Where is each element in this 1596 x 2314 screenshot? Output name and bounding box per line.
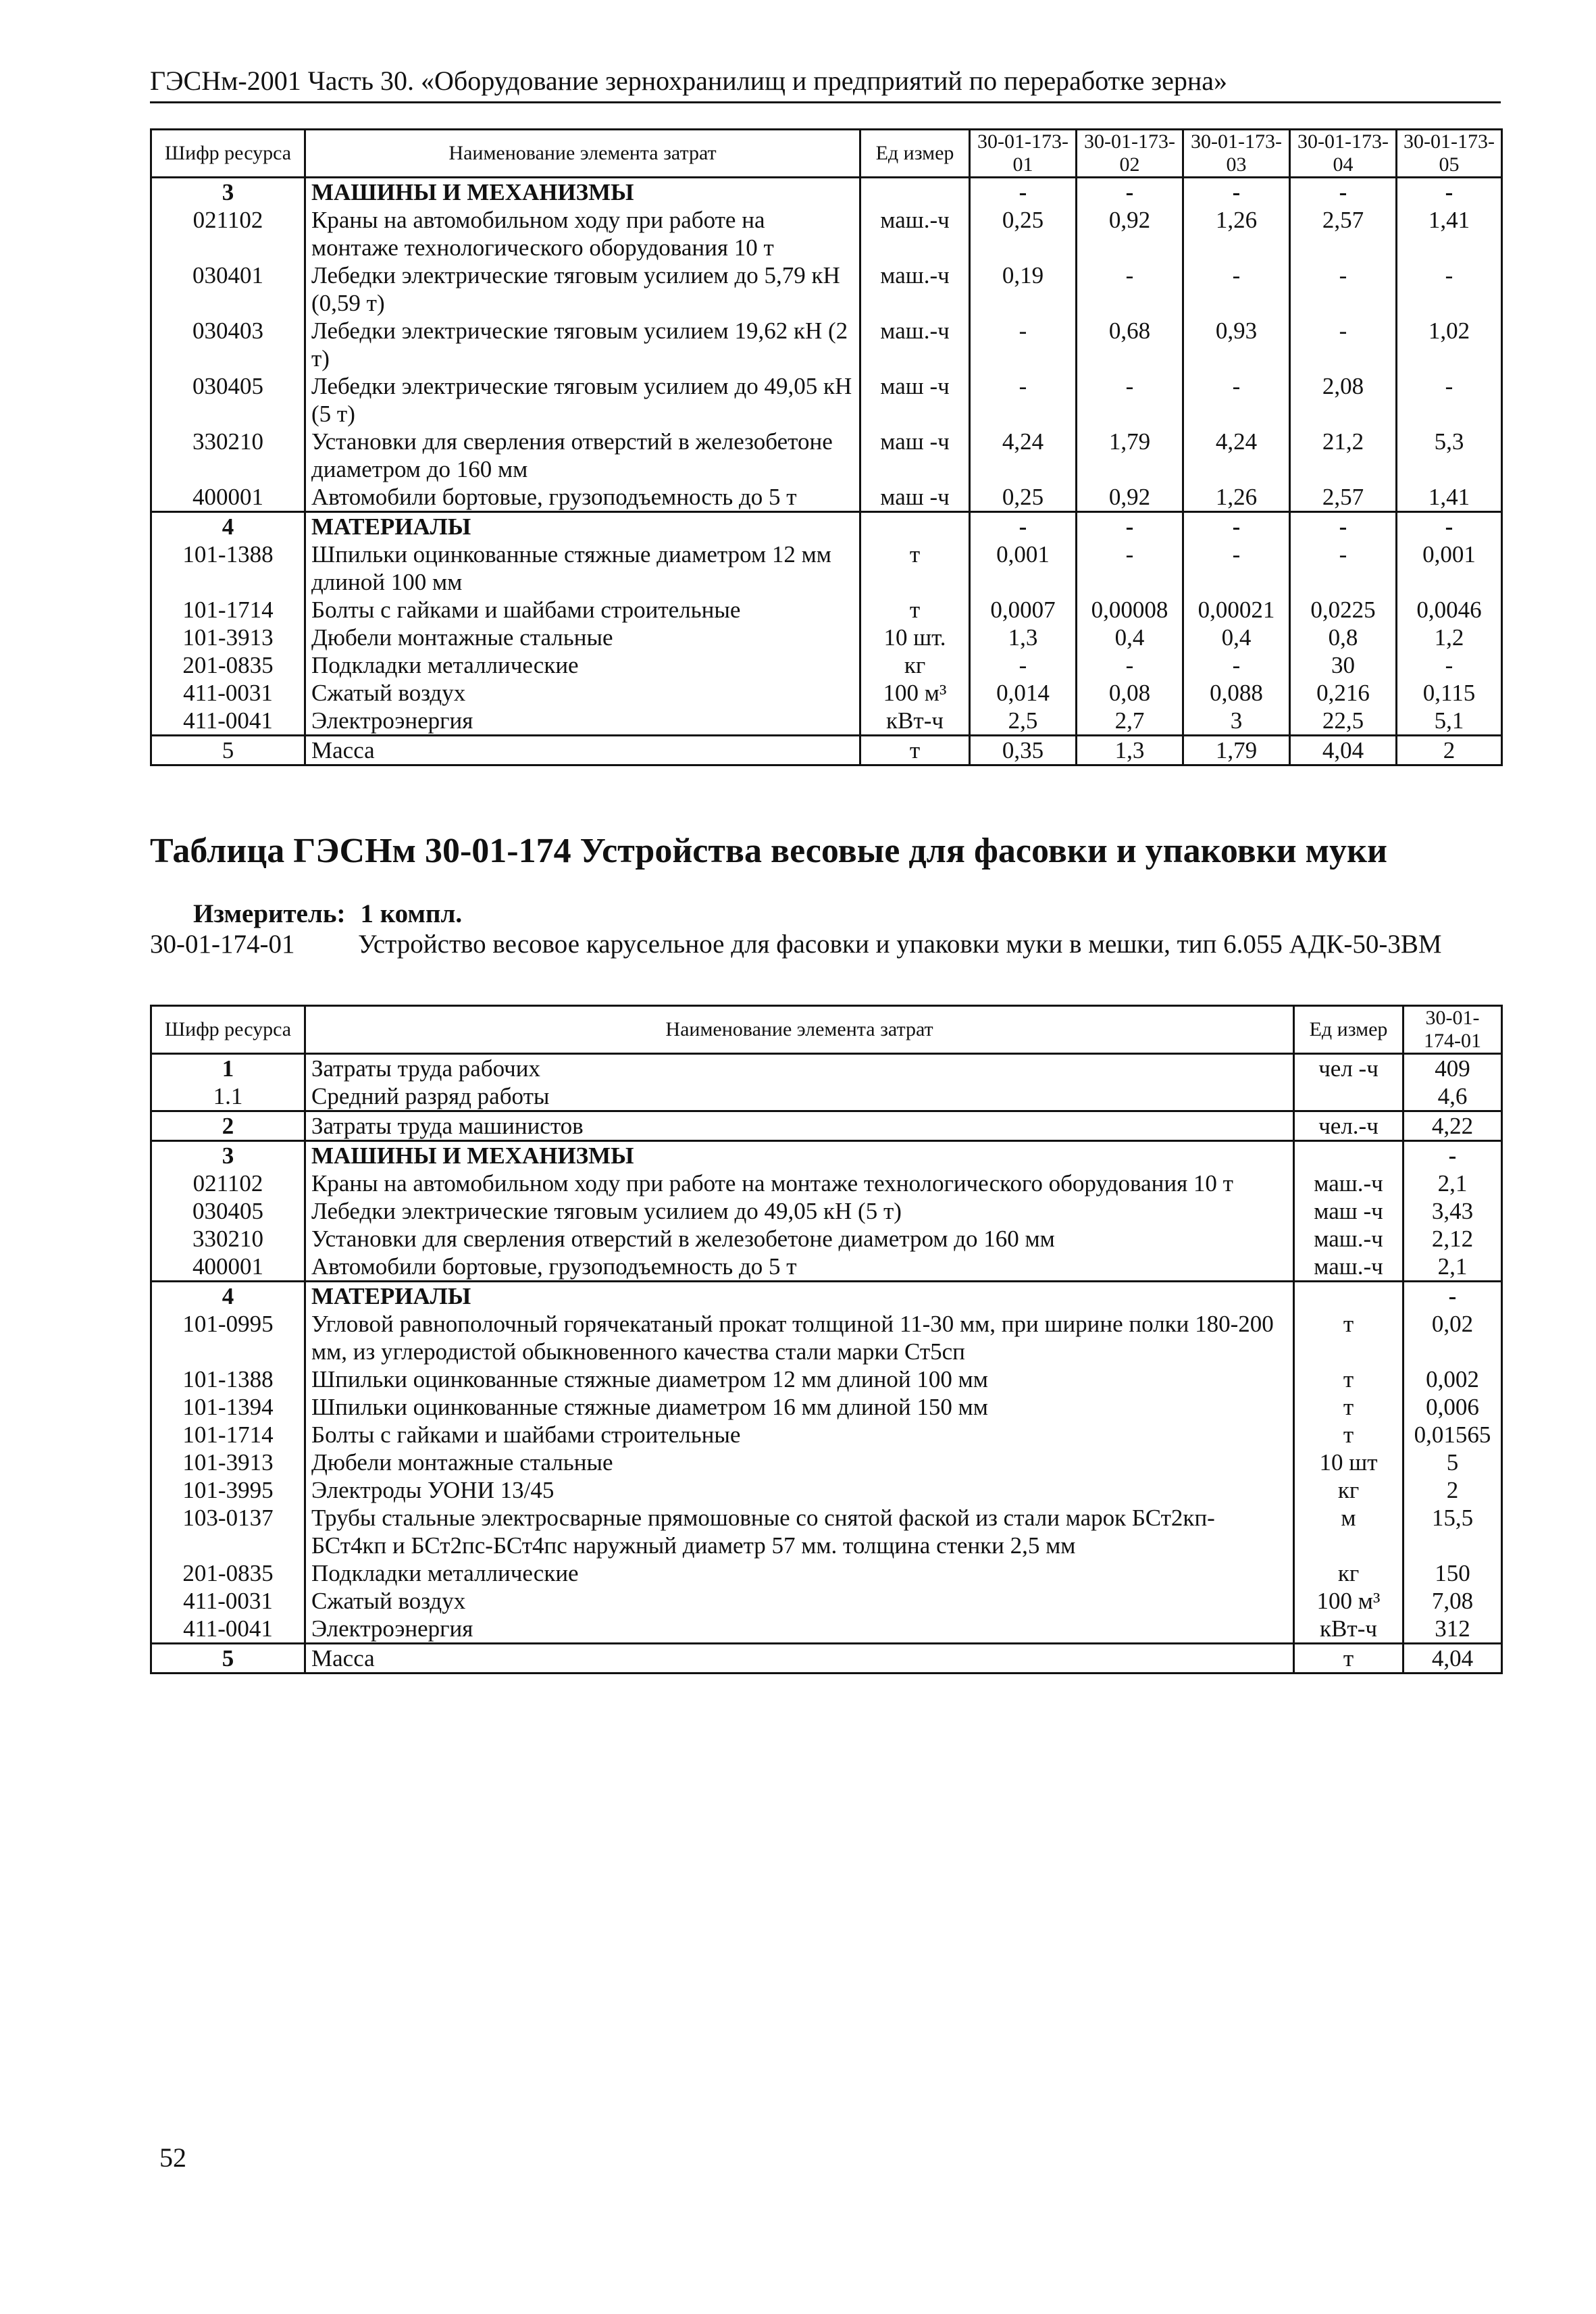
resource-name: Лебедки электрические тяговым усилием до 49,05 кН (5 т) bbox=[305, 372, 860, 428]
value-cell: - bbox=[1404, 1141, 1502, 1170]
value-cell: 0,4 bbox=[1183, 624, 1290, 651]
resource-code: 330210 bbox=[151, 1225, 305, 1253]
table-row bbox=[151, 1476, 1502, 1504]
value-cell: - bbox=[1077, 512, 1183, 541]
value-cell: - bbox=[1077, 261, 1183, 317]
resource-code: 201-0835 bbox=[151, 1559, 305, 1587]
table-row bbox=[151, 512, 1502, 541]
table-row bbox=[151, 1282, 1502, 1311]
unit-cell: маш.-ч bbox=[860, 261, 970, 317]
value-cell: 7,08 bbox=[1404, 1587, 1502, 1615]
unit-cell: маш -ч bbox=[860, 372, 970, 428]
unit-cell: кВт-ч bbox=[860, 707, 970, 736]
resource-name: Автомобили бортовые, грузоподъемность до 5 т bbox=[305, 1253, 1294, 1282]
value-cell: 1,3 bbox=[970, 624, 1077, 651]
table-row bbox=[151, 483, 1502, 512]
resource-code: 1 bbox=[151, 1054, 305, 1083]
resource-code: 101-3913 bbox=[151, 1449, 305, 1476]
resource-name: Лебедки электрические тяговым усилием 19,62 кН (2 т) bbox=[305, 317, 860, 372]
resource-name: МАШИНЫ И МЕХАНИЗМЫ bbox=[305, 1141, 1294, 1170]
table-row bbox=[151, 651, 1502, 679]
table-row bbox=[151, 1054, 1502, 1083]
value-cell: - bbox=[970, 372, 1077, 428]
value-cell: 1,26 bbox=[1183, 483, 1290, 512]
page-number: 52 bbox=[159, 2142, 186, 2173]
value-cell: - bbox=[1397, 261, 1502, 317]
resource-code: 400001 bbox=[151, 1253, 305, 1282]
value-cell: 0,8 bbox=[1290, 624, 1397, 651]
unit-cell: маш.-ч bbox=[1294, 1253, 1404, 1282]
resource-code: 030401 bbox=[151, 261, 305, 317]
resource-code: 101-1714 bbox=[151, 596, 305, 624]
value-cell: 1,41 bbox=[1397, 483, 1502, 512]
resource-name: Лебедки электрические тяговым усилием до 5,79 кН (0,59 т) bbox=[305, 261, 860, 317]
unit-cell: м bbox=[1294, 1504, 1404, 1559]
value-cell: 409 bbox=[1404, 1054, 1502, 1083]
resource-code: 101-0995 bbox=[151, 1310, 305, 1365]
value-cell: 0,00021 bbox=[1183, 596, 1290, 624]
value-cell: 0,014 bbox=[970, 679, 1077, 707]
value-cell: - bbox=[1290, 540, 1397, 596]
value-cell: 0,0046 bbox=[1397, 596, 1502, 624]
table-row bbox=[151, 1169, 1502, 1197]
value-cell: - bbox=[970, 651, 1077, 679]
norm-item-text: Устройство весовое карусельное для фасовки и упаковки муки в мешки, тип 6.055 АДК-50-3ВМ bbox=[358, 930, 1442, 959]
value-cell: 4,04 bbox=[1404, 1644, 1502, 1674]
table-row bbox=[151, 1111, 1502, 1141]
resource-code: 030405 bbox=[151, 1197, 305, 1225]
unit-cell: кВт-ч bbox=[1294, 1615, 1404, 1644]
table-row bbox=[151, 1082, 1502, 1111]
meter-value: 1 компл. bbox=[360, 899, 463, 928]
header-cell: 30-01-173-02 bbox=[1077, 130, 1183, 178]
resource-code: 030405 bbox=[151, 372, 305, 428]
value-cell: 3 bbox=[1183, 707, 1290, 736]
resource-name: Затраты труда рабочих bbox=[305, 1054, 1294, 1083]
resource-name: МАТЕРИАЛЫ bbox=[305, 512, 860, 541]
resource-code: 411-0041 bbox=[151, 707, 305, 736]
resource-code: 103-0137 bbox=[151, 1504, 305, 1559]
unit-cell: 100 м³ bbox=[860, 679, 970, 707]
resource-name: МАТЕРИАЛЫ bbox=[305, 1282, 1294, 1311]
table-row bbox=[151, 1559, 1502, 1587]
value-cell: 30 bbox=[1290, 651, 1397, 679]
header-cell: 30-01-173-03 bbox=[1183, 130, 1290, 178]
table-row bbox=[151, 1393, 1502, 1421]
table-row bbox=[151, 261, 1502, 317]
value-cell: 1,41 bbox=[1397, 206, 1502, 261]
table-row bbox=[151, 428, 1502, 483]
table-row bbox=[151, 372, 1502, 428]
value-cell: 0,4 bbox=[1077, 624, 1183, 651]
value-cell: 0,92 bbox=[1077, 483, 1183, 512]
table-row bbox=[151, 679, 1502, 707]
resource-name: Затраты труда машинистов bbox=[305, 1111, 1294, 1141]
table-row bbox=[151, 1644, 1502, 1674]
table-row bbox=[151, 1197, 1502, 1225]
resource-name: Электроды УОНИ 13/45 bbox=[305, 1476, 1294, 1504]
resource-name: Установки для сверления отверстий в железобетоне диаметром до 160 мм bbox=[305, 428, 860, 483]
value-cell: 2,12 bbox=[1404, 1225, 1502, 1253]
resource-name: Подкладки металлические bbox=[305, 1559, 1294, 1587]
value-cell: 4,24 bbox=[970, 428, 1077, 483]
value-cell: 0,0225 bbox=[1290, 596, 1397, 624]
resource-name: Подкладки металлические bbox=[305, 651, 860, 679]
resource-code: 101-1394 bbox=[151, 1393, 305, 1421]
value-cell: 5,1 bbox=[1397, 707, 1502, 736]
header-cell: Наименование элемента затрат bbox=[305, 1006, 1294, 1054]
unit-cell: 10 шт bbox=[1294, 1449, 1404, 1476]
table-row bbox=[151, 1587, 1502, 1615]
value-cell: 1,02 bbox=[1397, 317, 1502, 372]
table-row bbox=[151, 624, 1502, 651]
header-cell: 30-01-174-01 bbox=[1404, 1006, 1502, 1054]
header-cell: Наименование элемента затрат bbox=[305, 130, 860, 178]
table-row bbox=[151, 1421, 1502, 1449]
value-cell: 0,0007 bbox=[970, 596, 1077, 624]
value-cell: 0,001 bbox=[1397, 540, 1502, 596]
unit-cell: чел -ч bbox=[1294, 1054, 1404, 1083]
value-cell: - bbox=[1397, 372, 1502, 428]
unit-cell bbox=[1294, 1082, 1404, 1111]
resource-code: 3 bbox=[151, 1141, 305, 1170]
unit-cell: т bbox=[1294, 1644, 1404, 1674]
resource-code: 101-1714 bbox=[151, 1421, 305, 1449]
resource-code: 201-0835 bbox=[151, 651, 305, 679]
header-cell: 30-01-173-05 bbox=[1397, 130, 1502, 178]
value-cell: - bbox=[1397, 512, 1502, 541]
meter-line bbox=[193, 899, 462, 929]
resource-table-174 bbox=[150, 1005, 1503, 1674]
value-cell: - bbox=[1077, 372, 1183, 428]
resource-name: Масса bbox=[305, 1644, 1294, 1674]
unit-cell: кг bbox=[1294, 1559, 1404, 1587]
value-cell: - bbox=[970, 178, 1077, 207]
unit-cell: маш -ч bbox=[1294, 1197, 1404, 1225]
resource-code: 1.1 bbox=[151, 1082, 305, 1111]
value-cell: 2 bbox=[1397, 736, 1502, 765]
value-cell: 0,02 bbox=[1404, 1310, 1502, 1365]
resource-code: 411-0041 bbox=[151, 1615, 305, 1644]
value-cell: 312 bbox=[1404, 1615, 1502, 1644]
unit-cell: 10 шт. bbox=[860, 624, 970, 651]
header-rule bbox=[150, 101, 1501, 103]
header-cell: 30-01-173-01 bbox=[970, 130, 1077, 178]
resource-code: 4 bbox=[151, 512, 305, 541]
table-row bbox=[151, 1449, 1502, 1476]
value-cell: 0,93 bbox=[1183, 317, 1290, 372]
value-cell: 2,57 bbox=[1290, 483, 1397, 512]
value-cell: 150 bbox=[1404, 1559, 1502, 1587]
resource-name: Масса bbox=[305, 736, 860, 765]
unit-cell bbox=[860, 178, 970, 207]
value-cell: - bbox=[1397, 178, 1502, 207]
value-cell: 3,43 bbox=[1404, 1197, 1502, 1225]
value-cell: 2,08 bbox=[1290, 372, 1397, 428]
unit-cell bbox=[860, 512, 970, 541]
value-cell: 1,2 bbox=[1397, 624, 1502, 651]
unit-cell: т bbox=[860, 596, 970, 624]
value-cell: 5 bbox=[1404, 1449, 1502, 1476]
unit-cell: маш.-ч bbox=[1294, 1225, 1404, 1253]
value-cell: - bbox=[1183, 178, 1290, 207]
value-cell: 1,3 bbox=[1077, 736, 1183, 765]
resource-code: 411-0031 bbox=[151, 679, 305, 707]
table-row bbox=[151, 1225, 1502, 1253]
resource-code: 101-3913 bbox=[151, 624, 305, 651]
resource-code: 030403 bbox=[151, 317, 305, 372]
resource-code: 101-1388 bbox=[151, 1365, 305, 1393]
unit-cell bbox=[1294, 1282, 1404, 1311]
value-cell: 0,68 bbox=[1077, 317, 1183, 372]
resource-name: Дюбели монтажные стальные bbox=[305, 1449, 1294, 1476]
table-row bbox=[151, 1253, 1502, 1282]
resource-name: Болты с гайками и шайбами строительные bbox=[305, 1421, 1294, 1449]
resource-name: Установки для сверления отверстий в железобетоне диаметром до 160 мм bbox=[305, 1225, 1294, 1253]
unit-cell: кг bbox=[1294, 1476, 1404, 1504]
resource-name: Трубы стальные электросварные прямошовные со снятой фаской из стали марок БСт2кп-БСт4кп и БСт2пс-БСт4пс наружный диаметр 57 мм. толщина стенки 2,5 мм bbox=[305, 1504, 1294, 1559]
value-cell: - bbox=[1077, 178, 1183, 207]
resource-name: МАШИНЫ И МЕХАНИЗМЫ bbox=[305, 178, 860, 207]
meter-label: Измеритель: bbox=[193, 899, 346, 928]
value-cell: 0,35 bbox=[970, 736, 1077, 765]
resource-name: Сжатый воздух bbox=[305, 679, 860, 707]
value-cell: 0,92 bbox=[1077, 206, 1183, 261]
table-row bbox=[151, 707, 1502, 736]
value-cell: - bbox=[1183, 512, 1290, 541]
value-cell: 0,002 bbox=[1404, 1365, 1502, 1393]
table-row bbox=[151, 317, 1502, 372]
value-cell: - bbox=[1290, 178, 1397, 207]
resource-code: 021102 bbox=[151, 1169, 305, 1197]
table-row bbox=[151, 1504, 1502, 1559]
header-cell: 30-01-173-04 bbox=[1290, 130, 1397, 178]
value-cell: 0,115 bbox=[1397, 679, 1502, 707]
value-cell: 1,79 bbox=[1077, 428, 1183, 483]
value-cell: - bbox=[970, 317, 1077, 372]
value-cell: - bbox=[1077, 540, 1183, 596]
unit-cell bbox=[1294, 1141, 1404, 1170]
value-cell: - bbox=[1077, 651, 1183, 679]
table-row bbox=[151, 540, 1502, 596]
resource-name: Угловой равнополочный горячекатаный прокат толщиной 11-30 мм, при ширине полки 180-200 мм, из углеродистой обыкновенного качества стали марки Ст5сп bbox=[305, 1310, 1294, 1365]
norm-item-code: 30-01-174-01 bbox=[150, 930, 295, 959]
value-cell: 2,1 bbox=[1404, 1169, 1502, 1197]
resource-name: Шпильки оцинкованные стяжные диаметром 12 мм длиной 100 мм bbox=[305, 1365, 1294, 1393]
resource-code: 5 bbox=[151, 1644, 305, 1674]
value-cell: - bbox=[1290, 512, 1397, 541]
value-cell: 2,5 bbox=[970, 707, 1077, 736]
resource-table-173 bbox=[150, 128, 1503, 766]
value-cell: 4,24 bbox=[1183, 428, 1290, 483]
header-cell: Ед измер bbox=[1294, 1006, 1404, 1054]
table-row bbox=[151, 1310, 1502, 1365]
resource-name: Электроэнергия bbox=[305, 707, 860, 736]
resource-name: Шпильки оцинкованные стяжные диаметром 16 мм длиной 150 мм bbox=[305, 1393, 1294, 1421]
header-cell: Шифр ресурса bbox=[151, 1006, 305, 1054]
resource-code: 2 bbox=[151, 1111, 305, 1141]
value-cell: - bbox=[1290, 317, 1397, 372]
header-cell: Шифр ресурса bbox=[151, 130, 305, 178]
unit-cell: т bbox=[1294, 1365, 1404, 1393]
value-cell: 22,5 bbox=[1290, 707, 1397, 736]
value-cell: 5,3 bbox=[1397, 428, 1502, 483]
resource-name: Дюбели монтажные стальные bbox=[305, 624, 860, 651]
value-cell: 0,00008 bbox=[1077, 596, 1183, 624]
value-cell: 0,25 bbox=[970, 483, 1077, 512]
table-row bbox=[151, 178, 1502, 207]
value-cell: 0,19 bbox=[970, 261, 1077, 317]
unit-cell: маш.-ч bbox=[860, 317, 970, 372]
unit-cell: кг bbox=[860, 651, 970, 679]
table-header-row bbox=[151, 130, 1502, 178]
value-cell: 1,79 bbox=[1183, 736, 1290, 765]
value-cell: - bbox=[1183, 372, 1290, 428]
unit-cell: т bbox=[860, 540, 970, 596]
table-row bbox=[151, 736, 1502, 765]
value-cell: 0,001 bbox=[970, 540, 1077, 596]
value-cell: - bbox=[1404, 1282, 1502, 1311]
header-cell: Ед измер bbox=[860, 130, 970, 178]
unit-cell: маш.-ч bbox=[1294, 1169, 1404, 1197]
value-cell: 0,08 bbox=[1077, 679, 1183, 707]
resource-code: 3 bbox=[151, 178, 305, 207]
table-row bbox=[151, 206, 1502, 261]
value-cell: - bbox=[1397, 651, 1502, 679]
unit-cell: т bbox=[1294, 1310, 1404, 1365]
value-cell: - bbox=[1290, 261, 1397, 317]
unit-cell: т bbox=[1294, 1421, 1404, 1449]
unit-cell: маш -ч bbox=[860, 428, 970, 483]
value-cell: 2,1 bbox=[1404, 1253, 1502, 1282]
value-cell: 0,006 bbox=[1404, 1393, 1502, 1421]
unit-cell: чел.-ч bbox=[1294, 1111, 1404, 1141]
resource-name: Краны на автомобильном ходу при работе на монтаже технологического оборудования 10 т bbox=[305, 1169, 1294, 1197]
value-cell: 15,5 bbox=[1404, 1504, 1502, 1559]
value-cell: 0,01565 bbox=[1404, 1421, 1502, 1449]
resource-code: 021102 bbox=[151, 206, 305, 261]
resource-code: 5 bbox=[151, 736, 305, 765]
table-row bbox=[151, 1615, 1502, 1644]
resource-name: Электроэнергия bbox=[305, 1615, 1294, 1644]
table-title: Таблица ГЭСНм 30-01-174 Устройства весовые для фасовки и упаковки муки bbox=[150, 832, 1387, 870]
resource-name: Болты с гайками и шайбами строительные bbox=[305, 596, 860, 624]
resource-code: 330210 bbox=[151, 428, 305, 483]
value-cell: 0,216 bbox=[1290, 679, 1397, 707]
value-cell: 4,04 bbox=[1290, 736, 1397, 765]
value-cell: 2 bbox=[1404, 1476, 1502, 1504]
unit-cell: маш -ч bbox=[860, 483, 970, 512]
unit-cell: т bbox=[1294, 1393, 1404, 1421]
resource-code: 101-1388 bbox=[151, 540, 305, 596]
value-cell: 0,25 bbox=[970, 206, 1077, 261]
resource-name: Средний разряд работы bbox=[305, 1082, 1294, 1111]
value-cell: 4,22 bbox=[1404, 1111, 1502, 1141]
running-header: ГЭСНм-2001 Часть 30. «Оборудование зернохранилищ и предприятий по переработке зерна» bbox=[150, 66, 1228, 96]
value-cell: - bbox=[1183, 651, 1290, 679]
value-cell: 21,2 bbox=[1290, 428, 1397, 483]
unit-cell: 100 м³ bbox=[1294, 1587, 1404, 1615]
resource-code: 411-0031 bbox=[151, 1587, 305, 1615]
resource-name: Краны на автомобильном ходу при работе на монтаже технологического оборудования 10 т bbox=[305, 206, 860, 261]
value-cell: 2,57 bbox=[1290, 206, 1397, 261]
resource-code: 101-3995 bbox=[151, 1476, 305, 1504]
resource-code: 400001 bbox=[151, 483, 305, 512]
resource-name: Шпильки оцинкованные стяжные диаметром 12 мм длиной 100 мм bbox=[305, 540, 860, 596]
resource-code: 4 bbox=[151, 1282, 305, 1311]
value-cell: 2,7 bbox=[1077, 707, 1183, 736]
table-row bbox=[151, 1141, 1502, 1170]
value-cell: 4,6 bbox=[1404, 1082, 1502, 1111]
value-cell: - bbox=[1183, 540, 1290, 596]
resource-name: Лебедки электрические тяговым усилием до 49,05 кН (5 т) bbox=[305, 1197, 1294, 1225]
resource-name: Сжатый воздух bbox=[305, 1587, 1294, 1615]
unit-cell: маш.-ч bbox=[860, 206, 970, 261]
resource-name: Автомобили бортовые, грузоподъемность до 5 т bbox=[305, 483, 860, 512]
value-cell: 0,088 bbox=[1183, 679, 1290, 707]
value-cell: - bbox=[970, 512, 1077, 541]
table-row bbox=[151, 1365, 1502, 1393]
value-cell: 1,26 bbox=[1183, 206, 1290, 261]
unit-cell: т bbox=[860, 736, 970, 765]
table-row bbox=[151, 596, 1502, 624]
value-cell: - bbox=[1183, 261, 1290, 317]
table-header-row bbox=[151, 1006, 1502, 1054]
